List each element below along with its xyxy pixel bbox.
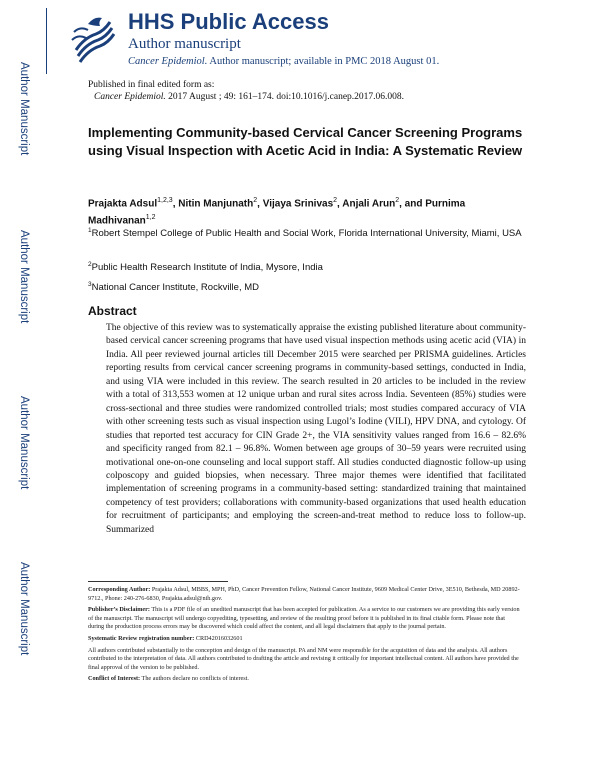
footnote-divider (88, 581, 228, 582)
conflict-of-interest-note: Conflict of Interest: The authors declare no conflicts of interest. (88, 675, 249, 683)
author-name: Nitin Manjunath (178, 198, 254, 210)
affiliation-1: $^1$Robert Stempel College of Public Health and Social Work, Florida International University, Miami, USA (88, 227, 522, 240)
author-affiliation-marker: 2 (333, 197, 338, 204)
registration-note: Systematic Review registration number: CRD42016032601 (88, 634, 243, 642)
pmc-availability-line (128, 55, 439, 68)
author-name: Anjali Arun (342, 198, 396, 210)
author-name: Prajakta Adsul (88, 198, 158, 210)
side-label-author-manuscript: Author Manuscript (18, 562, 30, 656)
citation-details: 2017 August ; 49: 161–174. doi:10.1016/j.canep.2017.06.008. (165, 92, 405, 102)
footnotes (88, 586, 520, 687)
journal-name: Cancer Epidemiol. (128, 56, 208, 67)
corresponding-author-note: Corresponding Author: Prajakta Adsul, MBBS, MPH, PhD, Cancer Prevention Fellow, National Cancer Institute, 9609 Medical Center Drive, 3E510, Bethesda, MD 20892-9712., Phone: 240-276-6830, Prajakta.adsul@nih.gov. (88, 586, 520, 602)
affiliation-3: $^3$National Cancer Institute, Rockville, MD (88, 281, 259, 294)
side-label-author-manuscript: Author Manuscript (18, 230, 30, 324)
side-label-author-manuscript: Author Manuscript (18, 62, 30, 156)
author-affiliation-marker: 2 (253, 197, 258, 204)
author-list: Prajakta Adsul$^{1,2,3}$, Nitin Manjunath$^2$, Vijaya Srinivas$^2$, Anjali Arun$^2$, and Purnima Madhivanan$^{1,2}$ (88, 197, 466, 227)
publisher-disclaimer-note: Publisher’s Disclaimer: This is a PDF file of an unedited manuscript that has been accepted for publication. As a service to our customers we are providing this early version of the manuscript. The manuscript will undergo copyediting, typesetting, and review of the resulting proof before it is published in its final citable form. Please note that during the production process errors may be discovered which could affect the content, and all legal disclaimers that apply to the journal pertain. (88, 606, 520, 631)
author-name: Purnima Madhivanan (88, 198, 466, 227)
abstract-text: The objective of this review was to systematically appraise the existing published literature about community-based cervical cancer screening programs that have used visual inspection methods using acetic acid (VIA) in India. All peer reviewed journal articles till December 2015 were searched per PRISMA guidelines. Articles reporting results from cervical cancer screening programs in community-based settings, conducted in India, and using VIA were included in this review. The search resulted in 20 articles to be included in the review with a total of 313,553 women at 12 unique urban and rural sites across India. Seventeen (85%) studies were cross-sectional and three studies were randomized controlled trials; most studies compared accuracy of VIA with other screening tests such as visual inspection using Lugol’s Iodine (VILI), HPV DNA, and cytology. Of studies that reported test accuracy for CIN Grade 2+, the VIA sensitivity values ranged from 16.6 – 82.6% and specificity ranged from 82.1 – 96.8%. Women between age groups of 30–59 years were recruited using motivational one-on-one counseling and local support staff. All studies conducted diagnostic follow-up using colposcopy and guided biopsies, when necessary. Three major themes were identified that facilitated implementation of screening programs in a community-based setting: standardized training that maintained competency of test providers; collaborations with community-based organizations that used health education for recruitment of participants; and employing the screen-and-treat method to reduce loss to follow-up. Summarized (106, 323, 526, 535)
hhs-public-access-title: HHS Public Access (128, 9, 329, 34)
paper-title: Implementing Community-based Cervical Cancer Screening Programs using Visual Inspection with Acetic Acid in India: A Systematic Review (88, 125, 523, 158)
author-name: Vijaya Srinivas (262, 198, 334, 210)
abstract-heading: Abstract (88, 304, 137, 318)
availability-text: Author manuscript; available in PMC 2018 August 01. (207, 56, 440, 67)
author-manuscript-subtitle: Author manuscript (128, 36, 241, 52)
side-label-author-manuscript: Author Manuscript (18, 396, 30, 490)
citation-journal: Cancer Epidemiol. (94, 92, 166, 102)
hhs-eagle-logo-icon (70, 10, 116, 64)
contributions-note: All authors contributed substantially to the conception and design of the manuscript. PA and NM were responsible for the acquisition of data and the analysis. All authors contributed to the interpretation of data. All authors contributed to drafting the article and revising it critically for important intellectual content. All authors have provided the final approval of the version to be published. (88, 646, 519, 671)
author-affiliation-marker: 1,2,3 (157, 197, 173, 204)
side-margin (0, 0, 42, 776)
publication-citation (94, 91, 404, 103)
affiliation-2: $^2$Public Health Research Institute of India, Mysore, India (88, 261, 323, 274)
author-affiliation-marker: 2 (395, 197, 400, 204)
author-affiliation-marker: 1,2 (145, 214, 156, 222)
header-divider (46, 8, 47, 74)
published-in-label: Published in final edited form as: (88, 80, 215, 90)
